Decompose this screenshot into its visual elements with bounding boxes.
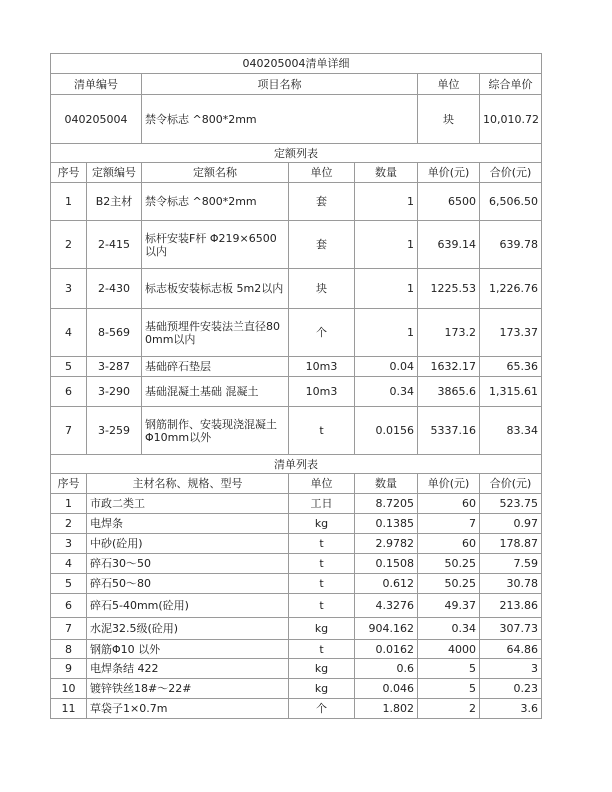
quota-header-row: [51, 163, 542, 183]
material-no: 2: [51, 514, 87, 534]
material-unit: t: [289, 594, 355, 618]
material-price: 4000: [418, 640, 480, 659]
quota-unit: 套: [289, 183, 355, 221]
quota-name: 标杆安装F杆 Φ219×6500以内: [142, 221, 289, 269]
quota-section-title: 定额列表: [51, 144, 542, 163]
item-code-header: 清单编号: [51, 74, 142, 95]
quota-code: 2-415: [87, 221, 142, 269]
quota-qty: 1: [355, 221, 418, 269]
bill-detail-table: [50, 53, 542, 719]
material-row: [51, 574, 542, 594]
quota-qty: 1: [355, 269, 418, 309]
quota-header-unit: 单位: [289, 163, 355, 183]
material-row: [51, 494, 542, 514]
quota-row: [51, 407, 542, 455]
quota-header-total: 合价(元): [480, 163, 542, 183]
material-row: [51, 534, 542, 554]
material-row: [51, 679, 542, 699]
material-price: 50.25: [418, 554, 480, 574]
quota-no: 1: [51, 183, 87, 221]
quota-name: 钢筋制作、安装现浇混凝土Φ10mm以外: [142, 407, 289, 455]
material-name: 钢筋Φ10 以外: [87, 640, 289, 659]
quota-unit: 个: [289, 309, 355, 357]
material-header-unit: 单位: [289, 474, 355, 494]
material-qty: 2.9782: [355, 534, 418, 554]
material-total: 30.78: [480, 574, 542, 594]
material-qty: 0.6: [355, 659, 418, 679]
quota-row: [51, 309, 542, 357]
material-price: 0.34: [418, 618, 480, 640]
material-header-price: 单价(元): [418, 474, 480, 494]
quota-total: 65.36: [480, 357, 542, 377]
item-code: 040205004: [51, 95, 142, 144]
quota-price: 1225.53: [418, 269, 480, 309]
material-total: 64.86: [480, 640, 542, 659]
material-table-body: [51, 474, 542, 719]
quota-table-body: [51, 163, 542, 455]
material-row: [51, 640, 542, 659]
material-qty: 0.612: [355, 574, 418, 594]
quota-qty: 1: [355, 309, 418, 357]
material-price: 2: [418, 699, 480, 719]
material-name: 碎石5-40mm(砼用): [87, 594, 289, 618]
material-qty: 0.046: [355, 679, 418, 699]
material-no: 9: [51, 659, 87, 679]
quota-total: 639.78: [480, 221, 542, 269]
quota-name: 标志板安装标志板 5m2以内: [142, 269, 289, 309]
quota-unit: 块: [289, 269, 355, 309]
material-unit: 工日: [289, 494, 355, 514]
material-total: 307.73: [480, 618, 542, 640]
material-price: 5: [418, 659, 480, 679]
material-total: 0.23: [480, 679, 542, 699]
material-no: 4: [51, 554, 87, 574]
material-unit: t: [289, 574, 355, 594]
material-qty: 4.3276: [355, 594, 418, 618]
quota-unit: t: [289, 407, 355, 455]
material-unit: kg: [289, 514, 355, 534]
material-unit: t: [289, 534, 355, 554]
quota-no: 6: [51, 377, 87, 407]
material-price: 7: [418, 514, 480, 534]
quota-header-name: 定额名称: [142, 163, 289, 183]
material-header-no: 序号: [51, 474, 87, 494]
material-row: [51, 699, 542, 719]
material-price: 60: [418, 534, 480, 554]
item-header-row: [51, 74, 542, 95]
material-row: [51, 659, 542, 679]
material-row: [51, 594, 542, 618]
material-name: 镀锌铁丝18#～22#: [87, 679, 289, 699]
item-row: [51, 95, 542, 144]
material-total: 0.97: [480, 514, 542, 534]
quota-unit: 10m3: [289, 377, 355, 407]
material-qty: 904.162: [355, 618, 418, 640]
quota-no: 5: [51, 357, 87, 377]
material-name: 电焊条: [87, 514, 289, 534]
material-unit: kg: [289, 659, 355, 679]
material-header-qty: 数量: [355, 474, 418, 494]
item-price: 10,010.72: [480, 95, 542, 144]
quota-code: 3-290: [87, 377, 142, 407]
item-unit: 块: [418, 95, 480, 144]
quota-price: 173.2: [418, 309, 480, 357]
sheet-title: 040205004清单详细: [51, 54, 542, 74]
material-header-name: 主材名称、规格、型号: [87, 474, 289, 494]
material-unit: 个: [289, 699, 355, 719]
material-header-row: [51, 474, 542, 494]
quota-price: 6500: [418, 183, 480, 221]
material-no: 11: [51, 699, 87, 719]
quota-header-code: 定额编号: [87, 163, 142, 183]
material-name: 中砂(砼用): [87, 534, 289, 554]
quota-code: B2主材: [87, 183, 142, 221]
item-unit-header: 单位: [418, 74, 480, 95]
quota-name: 基础混凝土基础 混凝土: [142, 377, 289, 407]
quota-code: 3-287: [87, 357, 142, 377]
quota-price: 1632.17: [418, 357, 480, 377]
quota-price: 5337.16: [418, 407, 480, 455]
material-total: 213.86: [480, 594, 542, 618]
quota-code: 2-430: [87, 269, 142, 309]
material-section-title: 清单列表: [51, 455, 542, 474]
quota-header-price: 单价(元): [418, 163, 480, 183]
material-price: 60: [418, 494, 480, 514]
material-no: 1: [51, 494, 87, 514]
material-row: [51, 618, 542, 640]
material-name: 碎石30～50: [87, 554, 289, 574]
quota-total: 1,315.61: [480, 377, 542, 407]
quota-row: [51, 377, 542, 407]
quota-total: 1,226.76: [480, 269, 542, 309]
material-row: [51, 514, 542, 534]
quota-qty: 0.0156: [355, 407, 418, 455]
material-qty: 0.1508: [355, 554, 418, 574]
quota-no: 2: [51, 221, 87, 269]
material-price: 49.37: [418, 594, 480, 618]
material-name: 市政二类工: [87, 494, 289, 514]
quota-no: 4: [51, 309, 87, 357]
material-total: 3: [480, 659, 542, 679]
quota-row: [51, 357, 542, 377]
material-price: 50.25: [418, 574, 480, 594]
quota-total: 173.37: [480, 309, 542, 357]
material-qty: 0.0162: [355, 640, 418, 659]
quota-price: 3865.6: [418, 377, 480, 407]
quota-name: 禁令标志 ^800*2mm: [142, 183, 289, 221]
material-price: 5: [418, 679, 480, 699]
quota-unit: 套: [289, 221, 355, 269]
material-total: 178.87: [480, 534, 542, 554]
material-name: 碎石50～80: [87, 574, 289, 594]
material-name: 草袋子1×0.7m: [87, 699, 289, 719]
quota-code: 3-259: [87, 407, 142, 455]
material-no: 6: [51, 594, 87, 618]
material-unit: kg: [289, 618, 355, 640]
quota-header-no: 序号: [51, 163, 87, 183]
material-unit: kg: [289, 679, 355, 699]
quota-qty: 0.34: [355, 377, 418, 407]
material-no: 10: [51, 679, 87, 699]
quota-code: 8-569: [87, 309, 142, 357]
quota-row: [51, 221, 542, 269]
quota-row: [51, 183, 542, 221]
material-unit: t: [289, 554, 355, 574]
quota-total: 6,506.50: [480, 183, 542, 221]
material-no: 5: [51, 574, 87, 594]
quota-name: 基础碎石垫层: [142, 357, 289, 377]
quota-total: 83.34: [480, 407, 542, 455]
quota-header-qty: 数量: [355, 163, 418, 183]
material-qty: 0.1385: [355, 514, 418, 534]
item-name-header: 项目名称: [142, 74, 418, 95]
quota-no: 7: [51, 407, 87, 455]
material-no: 8: [51, 640, 87, 659]
material-row: [51, 554, 542, 574]
material-unit: t: [289, 640, 355, 659]
material-qty: 8.7205: [355, 494, 418, 514]
material-name: 电焊条结 422: [87, 659, 289, 679]
quota-no: 3: [51, 269, 87, 309]
quota-price: 639.14: [418, 221, 480, 269]
material-total: 523.75: [480, 494, 542, 514]
quota-name: 基础预埋件安装法兰直径800mm以内: [142, 309, 289, 357]
item-name: 禁令标志 ^800*2mm: [142, 95, 418, 144]
material-name: 水泥32.5级(砼用): [87, 618, 289, 640]
material-no: 3: [51, 534, 87, 554]
material-no: 7: [51, 618, 87, 640]
quota-qty: 1: [355, 183, 418, 221]
quota-row: [51, 269, 542, 309]
material-qty: 1.802: [355, 699, 418, 719]
material-header-total: 合价(元): [480, 474, 542, 494]
item-price-header: 综合单价: [480, 74, 542, 95]
material-total: 7.59: [480, 554, 542, 574]
material-total: 3.6: [480, 699, 542, 719]
quota-qty: 0.04: [355, 357, 418, 377]
quota-unit: 10m3: [289, 357, 355, 377]
